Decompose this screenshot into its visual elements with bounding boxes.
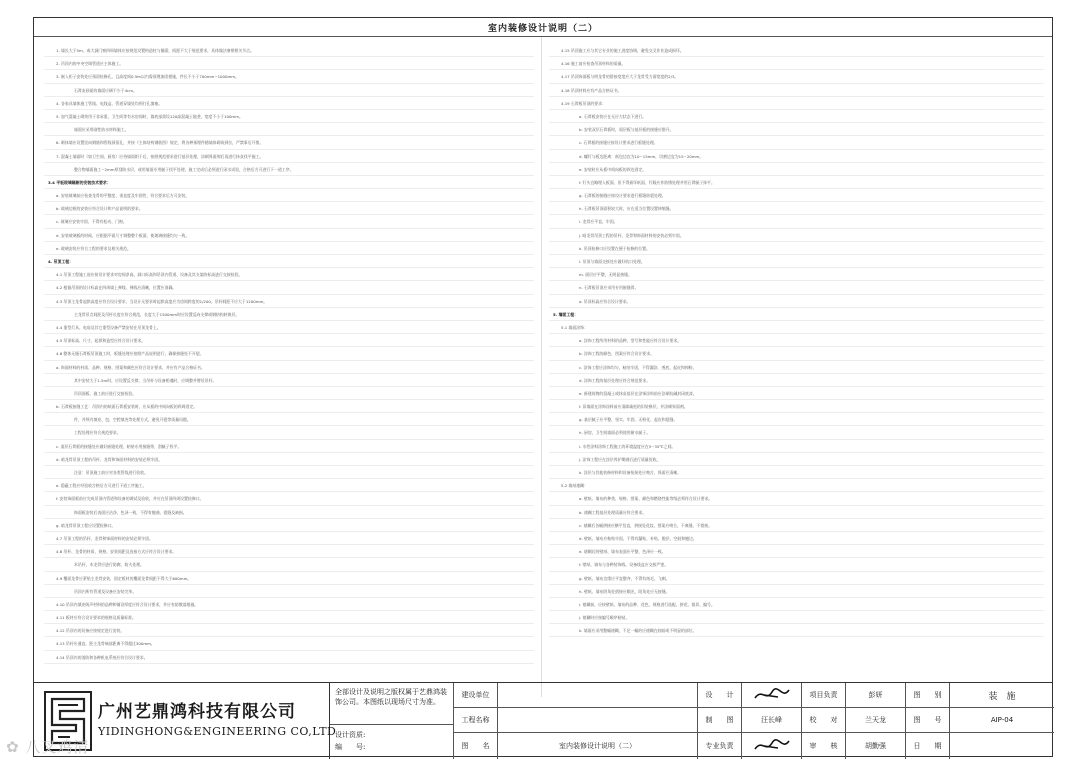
category-label: 图 别	[906, 683, 950, 708]
note-line: 4. 各家具墙体施工管线、电线盒、管道穿墙处均须打孔填塞。	[44, 97, 534, 110]
note-line: 5.2 墙纸裱糊：	[549, 479, 1044, 492]
note-line: 主龙骨吊点间距及吊杆长度应符合规范，长度大于1500mm时应设置反向支撑或钢结构转换层。	[44, 308, 534, 321]
note-line: e. 隐蔽工程应经验收合格后方可进行下道工序施工。	[44, 479, 534, 492]
note-line: 其中安装大于1.5m时，应设置反支撑，当吊杆与设备相遇时，应调整并增设吊杆。	[44, 374, 534, 387]
sheet-no-value: AIP-04	[950, 708, 1054, 733]
design-label: 设 计	[698, 683, 742, 708]
drawing-name-value: 室内装修设计说明（二）	[498, 733, 698, 759]
note-line: g. 暗龙骨吊顶工程应设置检修口。	[44, 519, 534, 532]
copyright-notice: 全部设计及说明之版权属于艺鼎鸿装饰公司。本图纸以现场尺寸为准。	[330, 683, 454, 725]
note-line: e. 安装时应从板中间向板的四边固定。	[549, 163, 1044, 176]
left-column-notes	[44, 44, 534, 694]
note-line: 墙面应采用刚性防水材料施工。	[44, 123, 534, 136]
build-unit-value	[498, 683, 698, 708]
note-line: 整合物墙面施工~2mm厚刮防水层，或用墙面专用腻子找平处理，施工完成后必须进行闭水试验，合格后方可进行下一道工序。	[44, 163, 534, 176]
note-line: 4.5 吊顶标高、尺寸、起拱和造型应符合设计要求。	[44, 334, 534, 347]
note-line: k. 吊顶检修口应设置在便于检修的位置。	[549, 242, 1044, 255]
draw-value: 汪长峰	[742, 708, 802, 733]
note-line: 工程处理应符合规范要求。	[44, 426, 534, 439]
note-line: 7. 混凝土墙面时（如卫生间、厨房）应待墙面阴干后，按照规范要求进行基层处理，涂刷界面剂后再进行抹灰找平施工。	[44, 150, 534, 163]
note-line: b. 裱糊工程基层处理质量应符合要求。	[549, 506, 1044, 519]
note-line: g. 基层腻子应平整、坚实、牢固，无粉化、起皮和裂缝。	[549, 413, 1044, 426]
company-name-en: YIDINGHONG&ENGINEERING CO,LTD	[98, 725, 337, 738]
project-lead-value: 彭妍	[846, 683, 906, 708]
note-line: 吊顶面板、施工前应进行交接检验。	[44, 387, 534, 400]
note-line: h. 厨房、卫生间墙面必须使用耐水腻子。	[549, 426, 1044, 439]
note-line: i. 水性涂料涂饰工程施工的环境温度应在5~35℃之间。	[549, 440, 1044, 453]
note-line: 4.13 吊杆应通直，距主龙骨端部距离不得超过300mm。	[44, 637, 534, 650]
right-column-notes	[549, 44, 1044, 694]
number-label: 编 号:	[335, 743, 366, 751]
note-line: 5.1 墙面涂饰：	[549, 321, 1044, 334]
discipline-lead-signature	[742, 733, 802, 759]
note-line: l. 吊顶与墙面交接处应做好收口处理。	[549, 255, 1044, 268]
note-line: c. 涂饰工程应涂饰均匀、粘结牢固，不得漏涂、透底、起皮和掉粉。	[549, 361, 1044, 374]
drawing-name-label: 图 名	[454, 733, 498, 759]
note-line: e. 裱糊后的壁纸、墙布表面应平整，色泽应一致。	[549, 545, 1044, 558]
sheet-no-label: 图 号	[906, 708, 950, 733]
note-line: f. 钉头宜略埋入板面，但不得损坏纸面，钉眼应作防锈处理并用石膏腻子抹平。	[549, 176, 1044, 189]
review-value: 胡勤强	[846, 733, 906, 759]
note-line: 4. 吊顶工程：	[44, 255, 534, 268]
note-line: 4.18 吊顶材料应有产品合格证书。	[549, 84, 1044, 97]
proofread-label: 校 对	[802, 708, 846, 733]
note-line: 4.6 整体无缝石膏板吊顶施工时，板缝处理应按照产品说明进行，确保接缝处不开裂。	[44, 347, 534, 360]
discipline-lead-signature-icon	[752, 737, 792, 755]
note-line: b. 安装双层石膏板时，面层板与基层板的接缝应错开。	[549, 123, 1044, 136]
note-line: 4.17 吊顶饰面板与明龙骨的搭接宽度应大于龙骨受力面宽度的2/3。	[549, 70, 1044, 83]
note-line: g. 壁纸、墙布边缘应平直整齐，不得有纸毛、飞刺。	[549, 572, 1044, 585]
note-line: k. 涂层与其他装修材料和设备衔接处应吻合，界面应清晰。	[549, 466, 1044, 479]
note-line: 4.19 石膏板吊顶的要求：	[549, 97, 1044, 110]
note-line: c. 玻璃应安装牢固，不得有松动、门窗。	[44, 215, 534, 228]
note-line: 4.8 吊杆、龙骨的材质、规格、安装间距及连接方式应符合设计要求。	[44, 545, 534, 558]
note-line: a. 安装玻璃前应检查龙骨的平整度、垂直度及牢固性，符合要求后方可安装。	[44, 189, 534, 202]
note-line: 4.11 板材应符合设计要求的规格及质量标准。	[44, 611, 534, 624]
note-line: d. 涂饰工程的基层处理应符合规范要求。	[549, 374, 1044, 387]
note-line: 4.12 吊顶内的设备应按规定进行安装。	[44, 624, 534, 637]
note-line: d. 螺钉与板边距离：纸包边宜为10~15mm，切割边宜为15~20mm。	[549, 150, 1044, 163]
note-line: 木吊杆、木龙骨应进行防腐、防火处理。	[44, 558, 534, 571]
note-line: n. 石膏板吊顶应采用专用嵌缝膏。	[549, 281, 1044, 294]
note-line: a. 饰面材料的材质、品种、规格、图案和颜色应符合设计要求，并应有产品合格证书。	[44, 361, 534, 374]
column-divider	[541, 37, 542, 697]
review-label: 审 核	[802, 733, 846, 759]
note-line: 吊顶内所有管道及设备应安装完毕。	[44, 585, 534, 598]
design-qualification-label: 设计资质:	[335, 731, 366, 739]
note-line: k. 墙面应采用整幅裱糊，不足一幅的应裱糊在较暗或不明显的部位。	[549, 624, 1044, 637]
proofread-value: 兰天龙	[846, 708, 906, 733]
watermark: ✿ 八叉鸡清	[6, 738, 90, 756]
note-line: 4.7 吊顶工程的吊杆、龙骨和饰面材料的安装必须牢固。	[44, 532, 534, 545]
note-line: 4.4 重型灯具、电扇及其它重型设备严禁安装在吊顶龙骨上。	[44, 321, 534, 334]
note-line: m. 面层应平整，无明显接缝。	[549, 268, 1044, 281]
note-line: a. 石膏板安装应在无应力状态下进行。	[549, 110, 1044, 123]
project-name-value	[498, 708, 698, 733]
title-block	[34, 682, 1052, 758]
note-line: 4.15 吊顶施工应与其它专业的施工进度协调，避免交叉作业造成损坏。	[549, 44, 1044, 57]
note-line: o. 吊顶标高应符合设计要求。	[549, 295, 1044, 308]
note-line: 5. 墙面工程：	[549, 308, 1044, 321]
note-line: b. 石膏板接缝工艺：吊顶内的纸面石膏板安装时，应从板的中间向板的四周固定。	[44, 400, 534, 413]
note-line: d. 壁纸、墙布应粘贴牢固，不得有漏贴、补贴、脱层、空鼓和翘边。	[549, 532, 1044, 545]
note-line: 6. 砌体墙应设置竖向钢筋和管线预留孔，并按《主体结构钢筋图》规定，将各种预埋件随墙体砌筑到位，严禁事后开凿。	[44, 136, 534, 149]
note-line: h. 石膏板吊顶面积较大时，应在适当位置设置伸缩缝。	[549, 202, 1044, 215]
note-line: b. 涂饰工程的颜色、图案应符合设计要求。	[549, 347, 1044, 360]
note-line: d. 安装玻璃板的时候，应根据平面尺寸调整整个板面，使玻璃接缝均匀一致。	[44, 229, 534, 242]
sheet-title: 室内装修设计说明（二）	[34, 18, 1052, 37]
note-line: 1. 墙长大于5m，或大洞门窗四周墙体应按规范设置构造柱与圈梁，间距不大于规范要求，具体做法参照相关节点。	[44, 44, 534, 57]
design-qualification	[330, 725, 454, 759]
note-line: j. 涂饰工程应在涂层养护期满后进行质量验收。	[549, 453, 1044, 466]
project-lead-label: 项目负责	[802, 683, 846, 708]
note-line: c. 裱糊后各幅拼接应横平竖直，拼接处花纹、图案应吻合，不离缝，不搭接。	[549, 519, 1044, 532]
build-unit-label: 建设单位	[454, 683, 498, 708]
note-line: a. 涂饰工程所用材料的品种、型号和性能应符合设计要求。	[549, 334, 1044, 347]
date-label: 日 期	[906, 733, 950, 759]
note-line: f. 旧墙面在涂饰涂料前应清除疏松的旧装修层，并涂刷界面剂。	[549, 400, 1044, 413]
note-line: j. 暗龙骨吊顶工程的吊杆、龙骨和饰面材料的安装必须牢固。	[549, 229, 1044, 242]
draw-label: 制 图	[698, 708, 742, 733]
note-line: 3.4 平板玻璃隔断的安装技术要求：	[44, 176, 534, 189]
note-line: d. 暗龙骨吊顶工程的吊杆、龙骨和饰面材料的安装必须牢固。	[44, 453, 534, 466]
note-line: c. 面层石膏板的接缝处应做好嵌缝处理，粘贴专用接缝带，刮腻子找平。	[44, 440, 534, 453]
note-line: f. 安装饰面板前应完成吊顶内管道和设备的调试及验收，并应在吊顶四周设置检修口。	[44, 492, 534, 505]
note-line: 4.10 吊顶内填充吸声材料的品种和铺设厚度应符合设计要求，并应有防散落措施。	[44, 598, 534, 611]
category-value: 装 施	[950, 683, 1054, 708]
designer-signature-icon	[752, 686, 792, 704]
company-name-cn: 广州艺鼎鸿科技有限公司	[98, 702, 296, 722]
note-line: e. 新建筑物的混凝土或抹灰基层在涂饰涂料前应涂刷抗碱封闭底漆。	[549, 387, 1044, 400]
note-line: c. 石膏板的接缝应按设计要求进行板缝处理。	[549, 136, 1044, 149]
note-line: 件，并须内填充、包、空腔填充等处理方式，避免开裂等质量问题。	[44, 413, 534, 426]
note-line: i. 裱糊前，应按壁纸、墙布的品种、花色、规格进行选配、拼花、裁切、编号。	[549, 598, 1044, 611]
note-line: g. 石膏板的接缝应按设计要求进行板缝防裂处理。	[549, 189, 1044, 202]
note-line: 3. 嵌入柜子安装处应预留检修孔，且高度间0.5m以内需预埋加固措施，件长不小于700mm~1000mm。	[44, 70, 534, 83]
date-value	[950, 733, 1054, 759]
note-line: 2. 吊顶内的中央空调管道应主体施工。	[44, 57, 534, 70]
discipline-lead-label: 专业负责	[698, 733, 742, 759]
note-line: 4.14 吊顶内的消防和各种机电系统应符合设计要求。	[44, 651, 534, 664]
note-line: 饰面板安装后表面应洁净、色泽一致，不得有翘曲、裂缝及缺损。	[44, 506, 534, 519]
note-line: e. 玻璃安装应符合工程的要求及相关规范。	[44, 242, 534, 255]
note-line: 石膏灰砂面的墙面应刷不少于4cm。	[44, 84, 534, 97]
note-line: 4.16 施工前应检查吊顶材料的质量。	[549, 57, 1044, 70]
design-signature	[742, 683, 802, 708]
note-line: 4.3 吊顶主龙骨起拱高度应符合设计要求，当设计无要求时起拱高度应为房间跨度的1/200，吊杆间距不应大于1200mm。	[44, 295, 534, 308]
note-line: b. 玻璃边框的安装应符合设计和产品说明的要求。	[44, 202, 534, 215]
note-line: 4.2 根据吊顶的设计标高在四周墙上弹线，弹线应清晰，位置应准确。	[44, 281, 534, 294]
note-line: 4.1 吊顶工程施工前应按设计要求对房间净高、洞口标高和吊顶内管道、设备及其支架的标高进行交接检验。	[44, 268, 534, 281]
note-line: h. 壁纸、墙布阴角处搭接应顺光，阳角处应无接缝。	[549, 585, 1044, 598]
note-line: j. 裱糊时应按编号顺序粘贴。	[549, 611, 1044, 624]
note-line: f. 壁纸、墙布与各种装饰线、设备线盒应交接严密。	[549, 558, 1044, 571]
drawing-sheet	[33, 17, 1053, 757]
note-line: i. 龙骨应平直、牢固。	[549, 215, 1044, 228]
project-name-label: 工程名称	[454, 708, 498, 733]
note-line: a. 壁纸、墙布的种类、规格、图案、颜色和燃烧性能等级必须符合设计要求。	[549, 492, 1044, 505]
note-line: 注意：吊顶施工前应对各类管线进行验收。	[44, 466, 534, 479]
note-line: 4.9 覆面龙骨应紧贴主龙骨安装，固定板材的覆面龙骨间距不得大于600mm。	[44, 572, 534, 585]
note-line: 5. 加气混凝土砌块用于非承重，卫生间等有水房间时，墙底部需设120高混凝土地垄，宽度不小于100mm。	[44, 110, 534, 123]
